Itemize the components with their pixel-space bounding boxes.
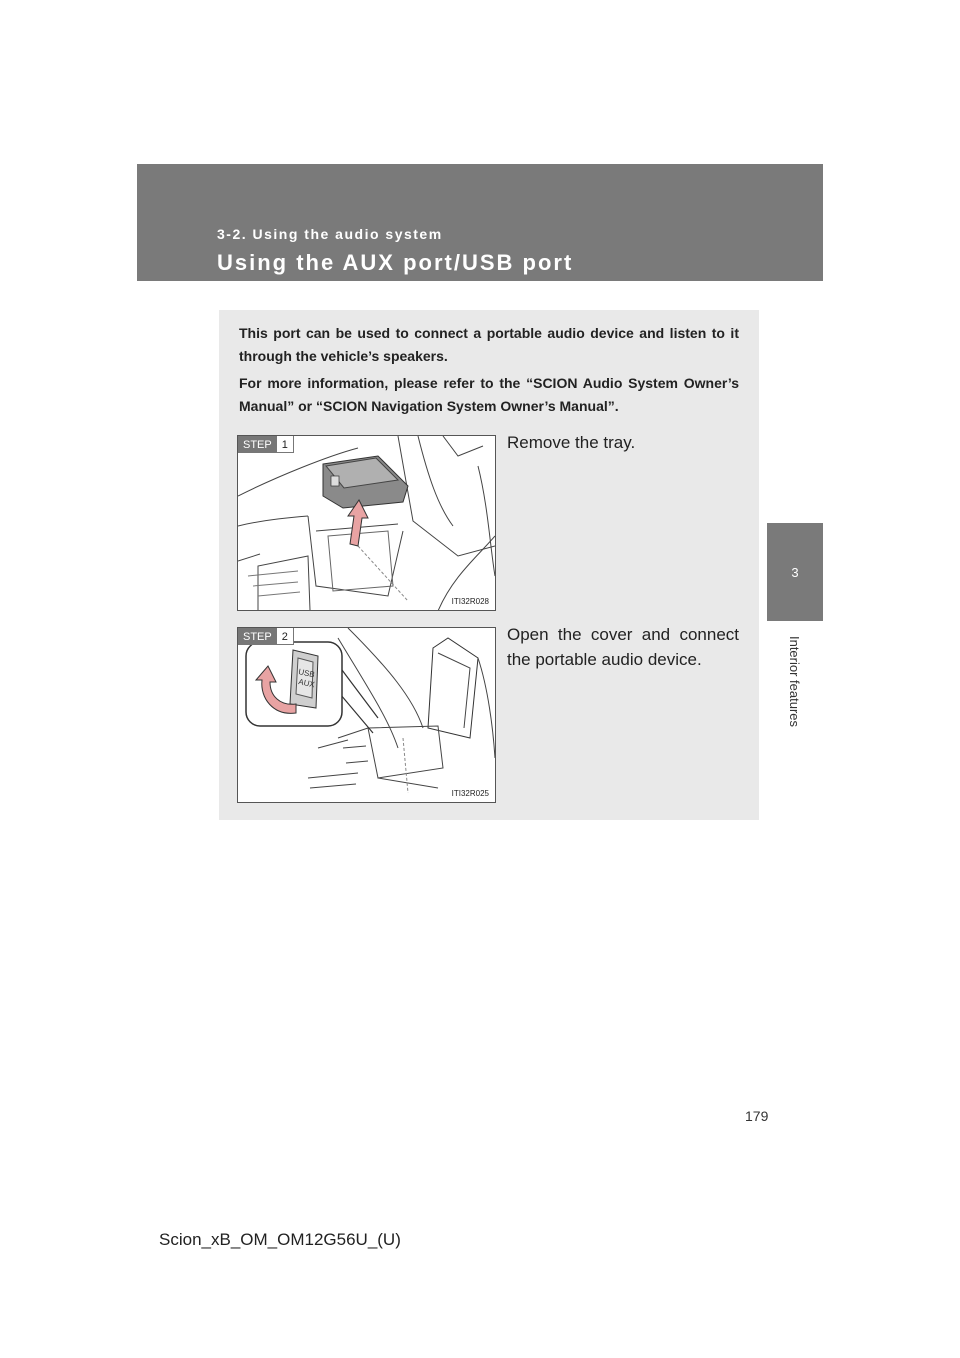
step-2-badge-word: STEP — [238, 628, 277, 645]
usb-label: USB — [297, 667, 316, 680]
step-1-text: Remove the tray. — [507, 433, 636, 452]
step-2-text: Open the cover and connect the portable audio device. — [507, 625, 739, 669]
chapter-title: Interior features — [787, 635, 803, 727]
intro-paragraph-1: This port can be used to connect a portable audio device and listen to it through the vehicle’s speakers. — [239, 325, 739, 364]
step-2-figure-code: ITI32R025 — [451, 789, 489, 798]
page-number: 179 — [745, 1108, 769, 1124]
aux-label: AUX — [297, 677, 316, 690]
chapter-header — [137, 164, 823, 281]
step-1-badge-number: 1 — [277, 436, 294, 453]
step-1-badge-word: STEP — [238, 436, 277, 453]
chapter-tab — [767, 523, 823, 621]
intro-paragraph-2: For more information, please refer to the “SCION Audio System Owner’s Manual” or “SCION Navigation System Owner’s Manual”. — [239, 375, 739, 414]
step-2-badge-number: 2 — [277, 628, 294, 645]
page-title: Using the AUX port/USB port — [217, 250, 574, 275]
content-box — [219, 310, 759, 820]
step-2-figure — [237, 627, 496, 803]
tray-removal-illustration — [238, 436, 495, 610]
step-1-figure — [237, 435, 496, 611]
step-1-badge — [238, 436, 294, 453]
step-1-figure-code: ITI32R028 — [451, 597, 489, 606]
step-2-badge — [238, 628, 294, 645]
chapter-number: 3 — [791, 564, 799, 580]
document-code: Scion_xB_OM_OM12G56U_(U) — [159, 1230, 401, 1249]
section-label: 3-2. Using the audio system — [217, 226, 443, 242]
chapter-side-label — [758, 621, 832, 741]
usb-aux-port-illustration — [238, 628, 495, 802]
